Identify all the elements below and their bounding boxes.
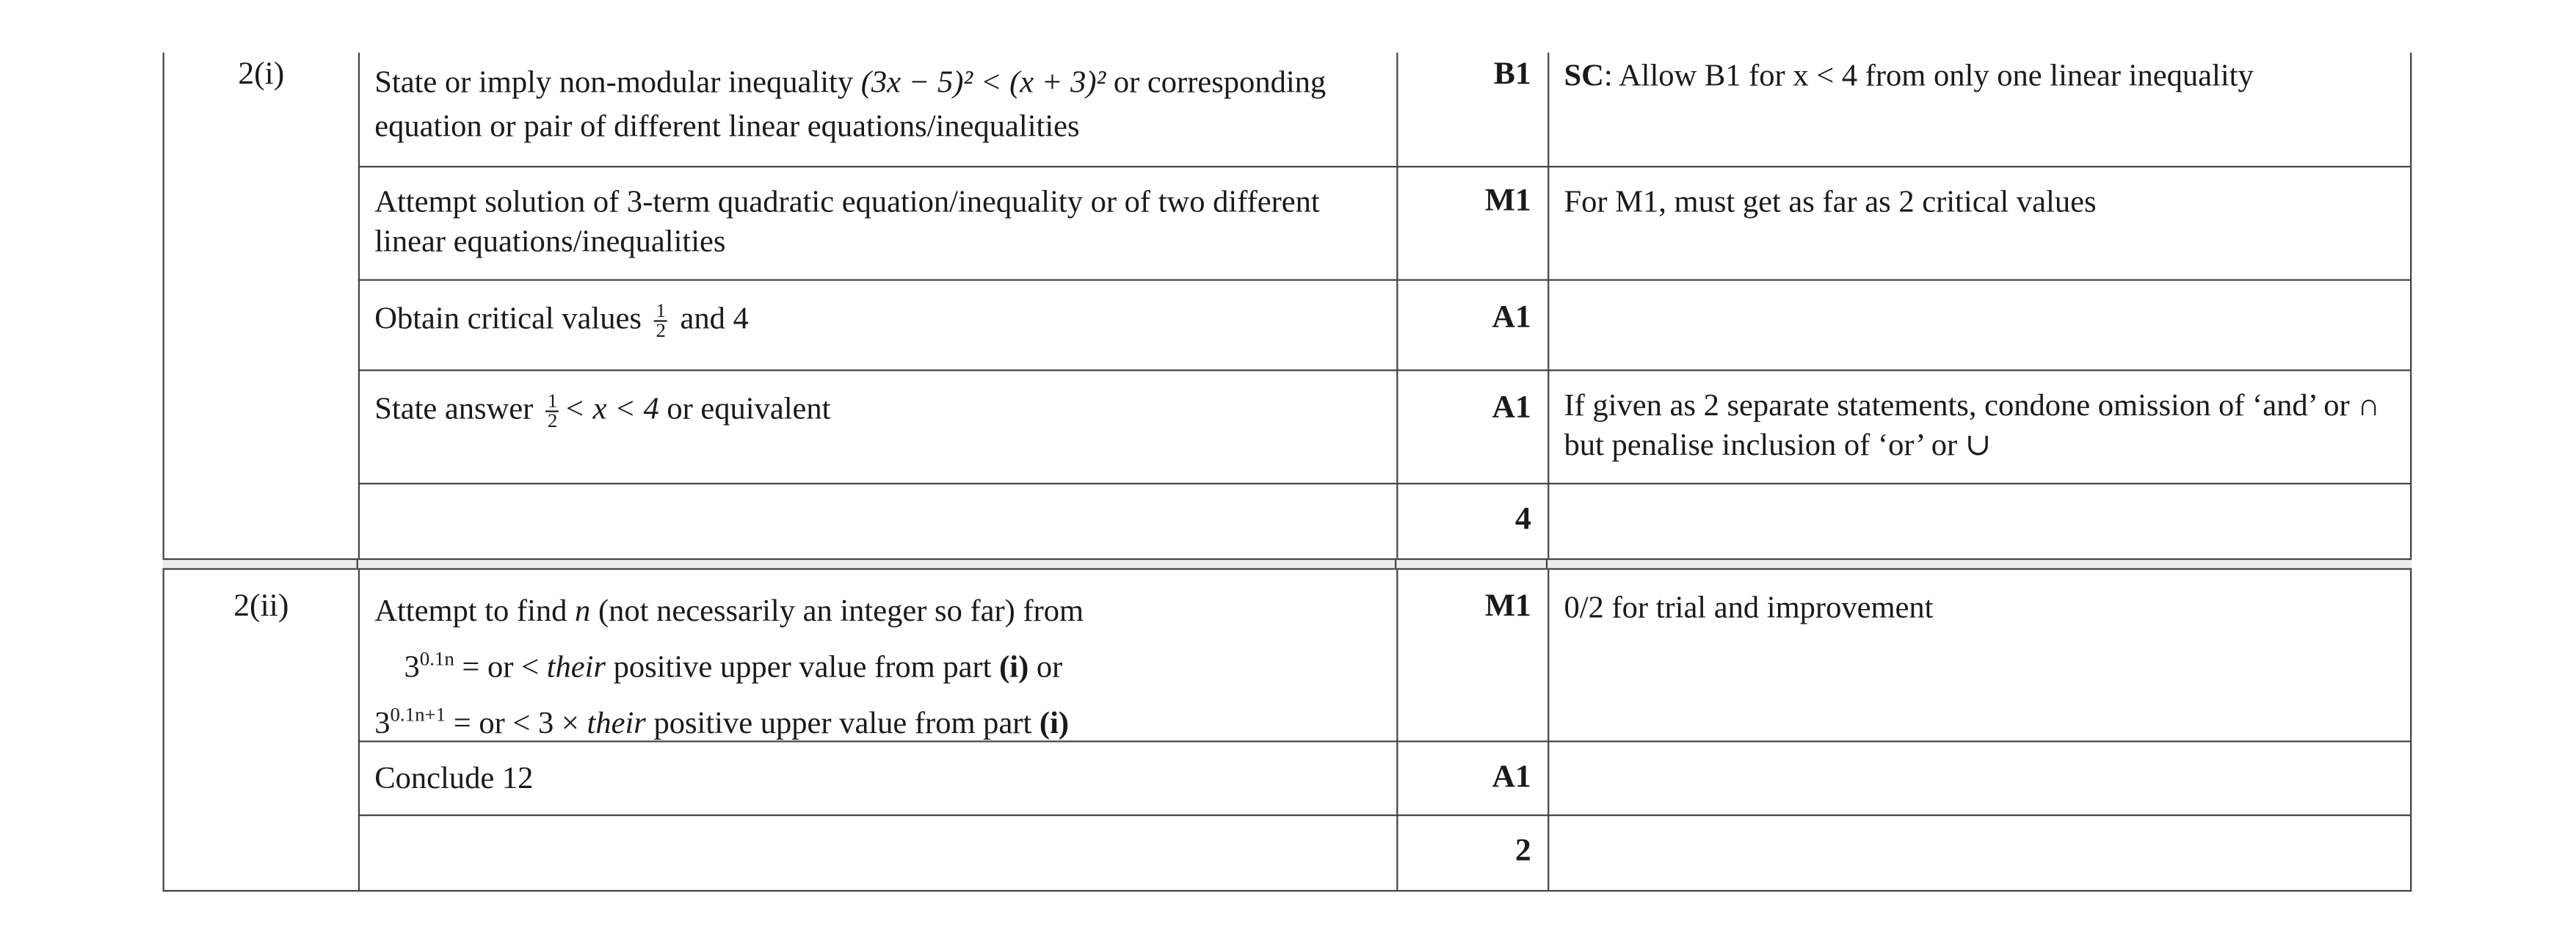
special-case-label: SC [1564, 59, 1604, 94]
guidance-cell [1564, 57, 2401, 97]
total-mark-cell: 4 [1514, 502, 1531, 537]
answer-text: and 4 [672, 302, 749, 337]
table-row [358, 166, 2410, 279]
part-separator [163, 558, 2412, 570]
mark-cell: A1 [1492, 760, 1531, 795]
answer-line: $3^{0.1n}$ = or < their positive upper value from part (i) or [404, 646, 1063, 685]
answer-text: State answer [374, 392, 541, 427]
mark-cell: A1 [1492, 300, 1531, 335]
mark-cell: M1 [1484, 183, 1531, 219]
answer-cell: Conclude 12 [374, 762, 534, 797]
answer-line: $3^{0.1n+1}$ = or < 3 × their positive upper value from part (i) [374, 703, 1070, 742]
guidance-cell: 0/2 for trial and improvement [1564, 591, 1934, 626]
guidance-cell: If given as 2 separate statements, condone omission of ‘and’ or ∩ but penalise inclusion of ‘or’ or ∪ [1564, 389, 2380, 464]
table-row [358, 740, 2410, 814]
answer-cell: Attempt solution of 3-term quadratic equation/inequality or of two different linear equations/inequalities [374, 185, 1320, 260]
table-row [358, 53, 2410, 166]
question-number: 2(i) [238, 57, 285, 92]
guidance-cell: For M1, must get as far as 2 critical values [1564, 185, 2097, 220]
answer-text: or corresponding equation or pair of different linear equations/inequalities [374, 65, 1327, 145]
fraction-half: $\frac{1}{2}$ [654, 302, 667, 340]
answer-text: Obtain critical values [374, 302, 650, 337]
table-row [358, 279, 2410, 369]
table-row-total [358, 814, 2410, 890]
table-row-total [358, 483, 2410, 558]
table-row [358, 570, 2410, 741]
answer-cell [374, 61, 1376, 150]
guidance-text: : Allow B1 for x < 4 from only one linear inequality [1603, 59, 2254, 94]
mark-cell: A1 [1492, 390, 1531, 426]
inequality-math: (3x − 5)² < (x + 3)² [860, 65, 1106, 101]
inequality-math: < x < 4 [564, 392, 659, 427]
table-row [358, 370, 2410, 483]
answer-cell [374, 297, 1376, 341]
question-number: 2(ii) [233, 589, 289, 624]
mark-cell: B1 [1493, 57, 1531, 92]
answer-text: State or imply non-modular inequality [374, 65, 861, 101]
answer-cell [374, 387, 1376, 431]
mark-scheme-table-part-i [163, 53, 2412, 558]
answer-line: Attempt to find n (not necessarily an integer so far) from [374, 594, 1084, 630]
answer-text: or equivalent [658, 392, 831, 427]
total-mark-cell: 2 [1514, 834, 1531, 869]
mark-cell: M1 [1484, 589, 1531, 624]
fraction-half: $\frac{1}{2}$ [546, 393, 559, 430]
answer-cell [374, 588, 1376, 748]
mark-scheme-table-part-ii [163, 570, 2412, 892]
